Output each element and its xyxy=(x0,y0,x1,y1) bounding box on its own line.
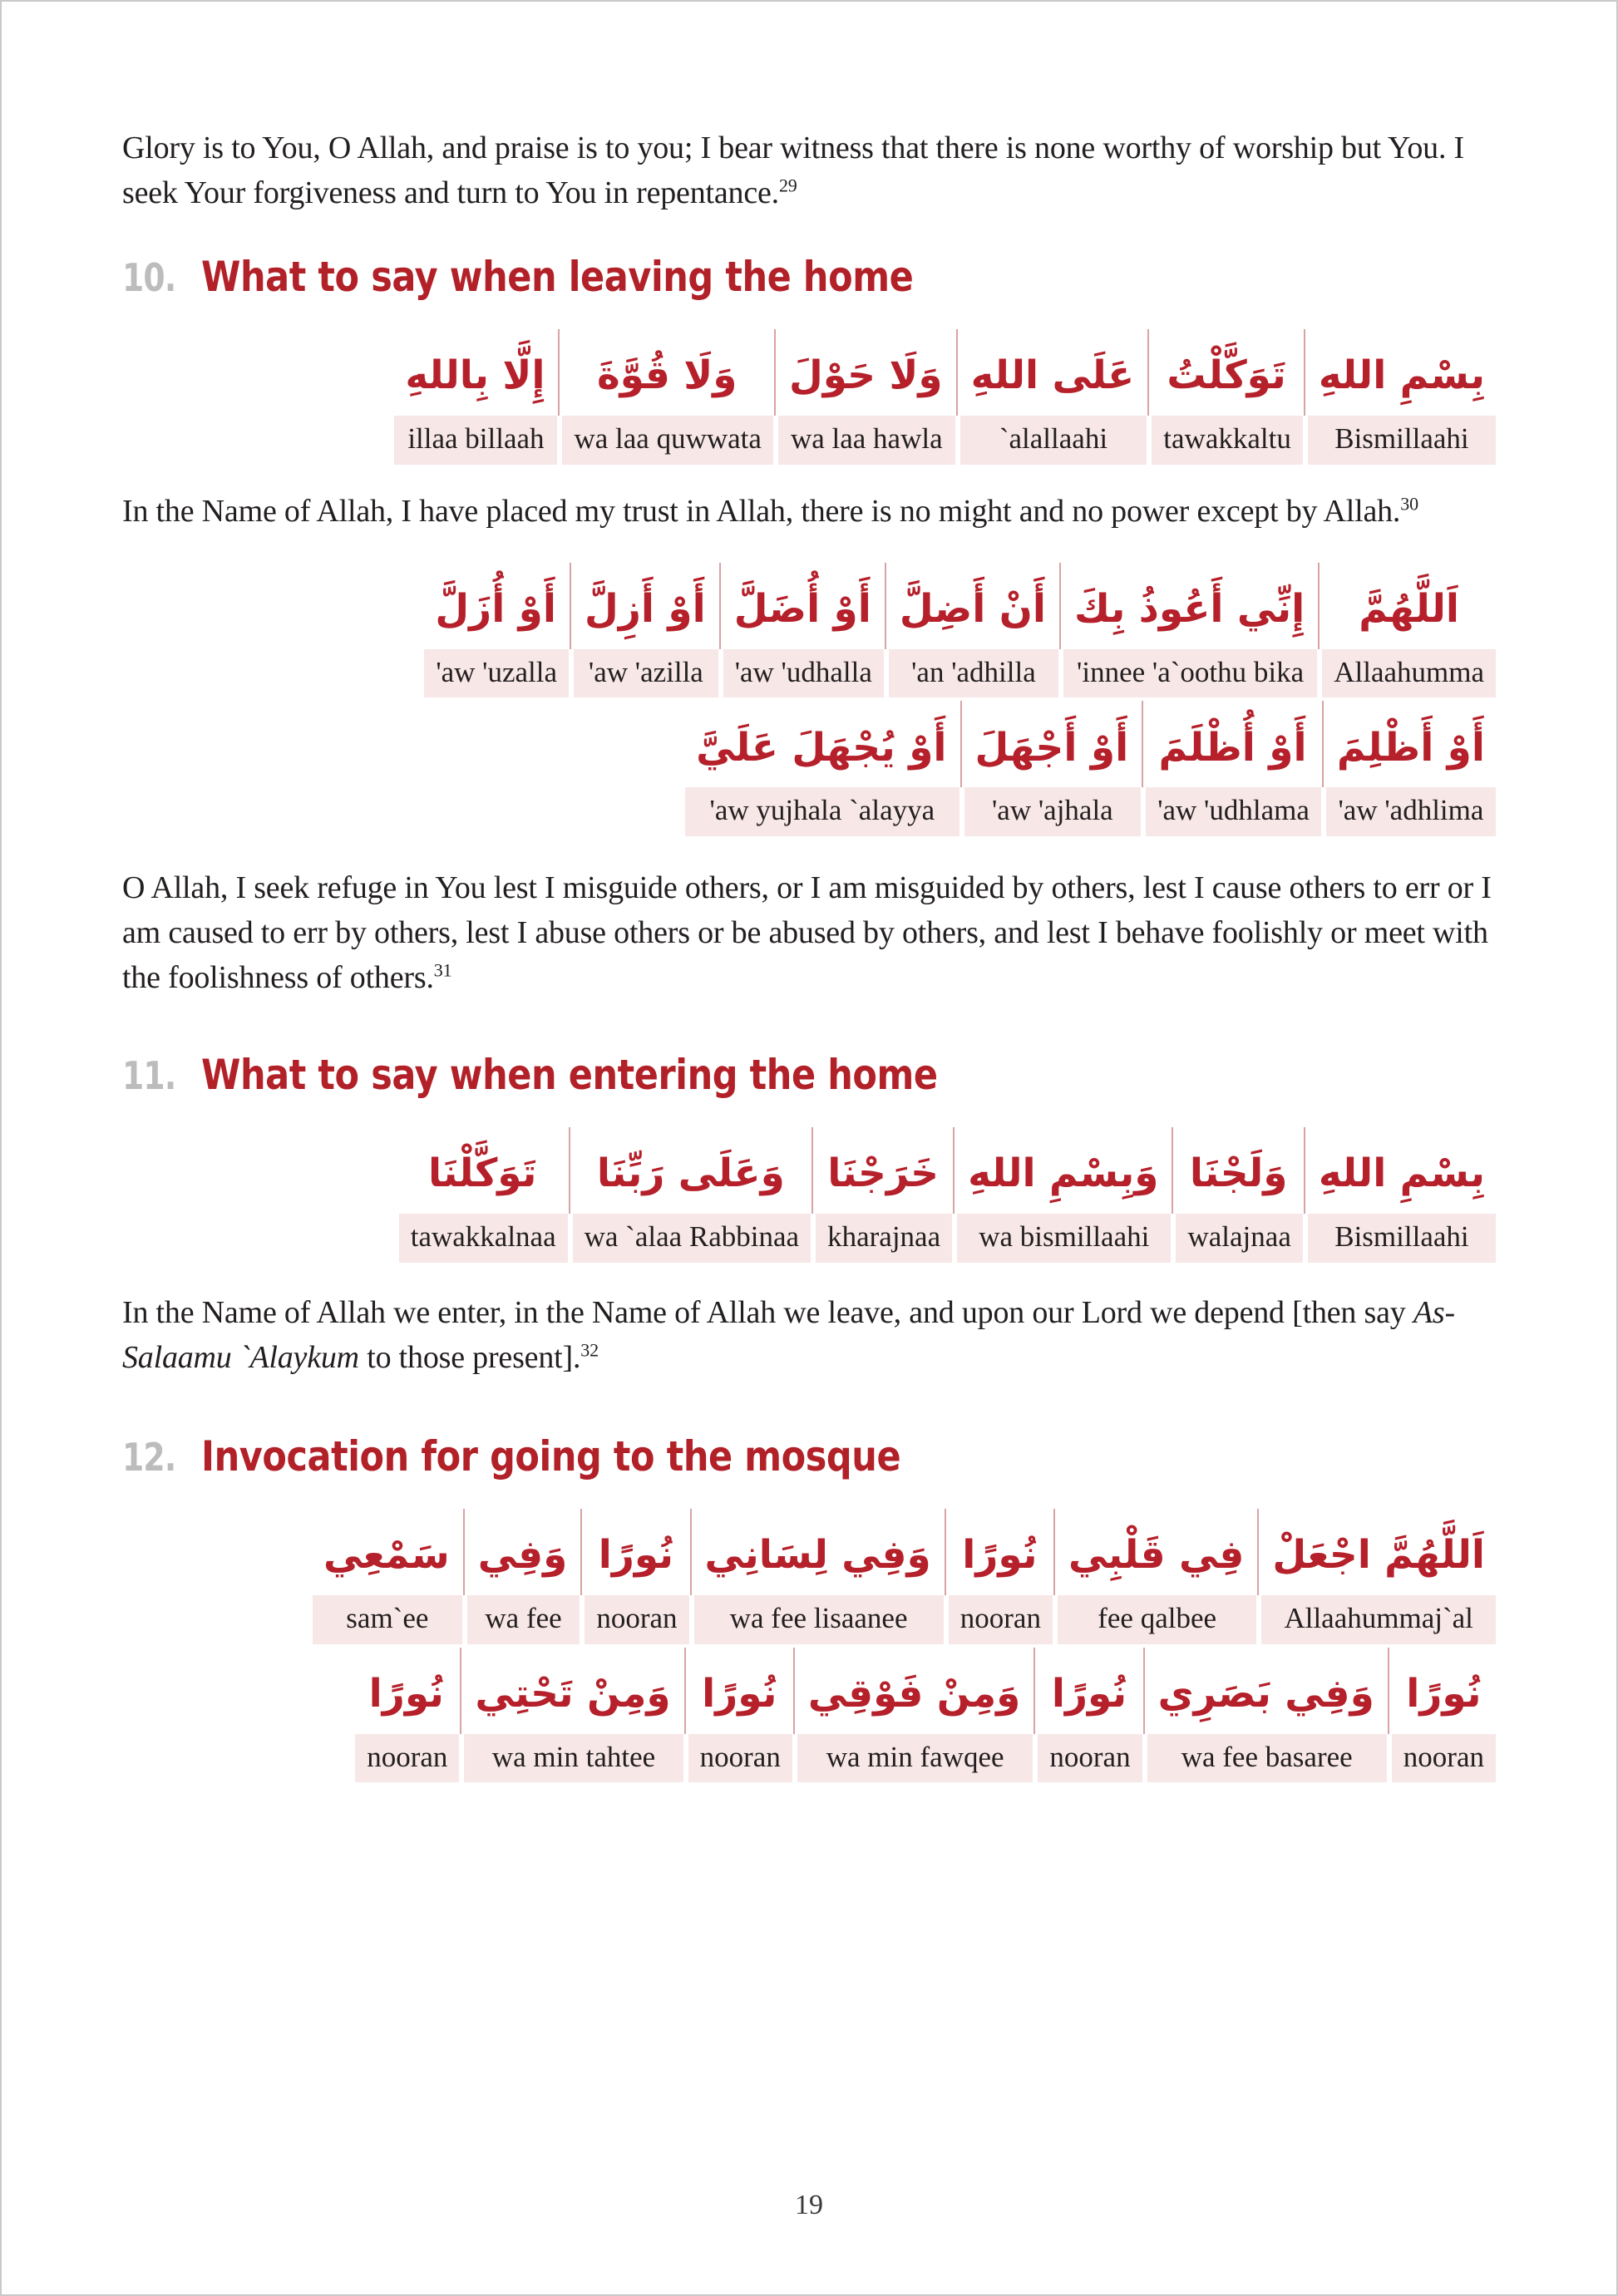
transliteration-text: kharajnaa xyxy=(813,1214,955,1263)
dua-cell xyxy=(776,329,958,465)
dua-cell xyxy=(422,563,571,698)
transliteration-text: wa laa quwwata xyxy=(560,416,775,465)
transliteration-text: 'aw 'azilla xyxy=(571,649,721,698)
section-title-10: What to say when leaving the home xyxy=(200,252,913,301)
dua-cell xyxy=(686,1648,795,1783)
dua-cell xyxy=(813,1127,955,1263)
dua-cell xyxy=(1055,1509,1259,1644)
arabic-text: أَوْ أَجْهَلَ xyxy=(962,701,1144,787)
arabic-text: فِي قَلْبِي xyxy=(1055,1509,1259,1595)
page-number: 19 xyxy=(795,2190,823,2220)
arabic-text: وَفِي xyxy=(465,1509,583,1595)
dua-cell xyxy=(1143,701,1324,836)
dua-cell xyxy=(465,1509,583,1644)
footnote-marker-30: 30 xyxy=(1400,493,1418,515)
dua-cell xyxy=(721,563,886,698)
dua-cell xyxy=(397,1127,570,1263)
arabic-text: وَمِنْ فَوْقِي xyxy=(795,1648,1036,1734)
arabic-text: وَلَجْنَا xyxy=(1173,1127,1305,1214)
dua-cell xyxy=(571,563,721,698)
arabic-text: اَللَّهُمَّ اجْعَلْ xyxy=(1272,1531,1485,1578)
arabic-text: إِنِّي أَعُوذُ بِكَ xyxy=(1061,563,1320,649)
dua-cell xyxy=(310,1509,465,1644)
section-heading-10 xyxy=(122,253,1498,301)
transliteration-text: nooran xyxy=(946,1595,1055,1644)
arabic-text: وَلَا حَوْلَ xyxy=(776,329,958,416)
dua-cell xyxy=(692,1509,946,1644)
arabic-text: تَوَكَّلْنَا xyxy=(397,1127,570,1214)
dua-cell xyxy=(946,1509,1055,1644)
transliteration-text: nooran xyxy=(353,1734,461,1783)
footnote-marker-31: 31 xyxy=(433,959,452,981)
dua-row xyxy=(122,701,1598,836)
translation-line-1: In the Name of Allah, I have placed my trust in Allah, there is no might and no power xyxy=(122,493,1190,529)
arabic-text: أَوْ أَزِلَّ xyxy=(571,563,721,649)
translation-line-1: In the Name of Allah we enter, in the Name of Allah we leave, and upon our Lord we xyxy=(122,1294,1186,1330)
transliteration-text: nooran xyxy=(686,1734,795,1783)
arabic-text: وَلَا قُوَّةَ xyxy=(560,329,775,416)
translation-line-2: cause others to err or I am caused to err by others, lest I abuse others or be abused by xyxy=(122,870,1492,951)
transliteration-text: fee qalbee xyxy=(1055,1595,1259,1644)
dua-row xyxy=(122,1509,1498,1644)
transliteration-text: tawakkalnaa xyxy=(397,1214,570,1263)
transliteration-text: Bismillaahi xyxy=(1305,1214,1498,1263)
translation-10-2 xyxy=(122,866,1498,1001)
section-heading-11 xyxy=(122,1051,1498,1099)
arabic-text: أَوْ أُظْلَمَ xyxy=(1143,701,1324,787)
translation-line-3: others, and lest I behave foolishly or meet with the foolishness of others. xyxy=(122,915,1488,996)
dua-table-12 xyxy=(122,1509,1498,1783)
transliteration-text: 'aw 'udhlama xyxy=(1143,787,1324,836)
dua-cell xyxy=(1035,1648,1144,1783)
arabic-text: وَمِنْ تَحْتِي xyxy=(461,1648,685,1734)
dua-cell xyxy=(1149,329,1305,465)
dua-cell xyxy=(1324,701,1498,836)
section-number-11: 11. xyxy=(122,1053,176,1099)
arabic-text: أَوْ أُضَلَّ xyxy=(721,563,886,649)
footnote-marker-29: 29 xyxy=(778,175,797,196)
dua-row xyxy=(122,329,1498,465)
arabic-text: إِلَّا بِاللهِ xyxy=(392,329,560,416)
arabic-text: بِسْمِ اللهِ xyxy=(1318,1150,1485,1197)
intro-line-1: Glory is to You, O Allah, and praise is to you; I bear witness that there is none worthy of xyxy=(122,131,1226,165)
dua-cell xyxy=(1320,563,1498,698)
transliteration-text: wa min fawqee xyxy=(795,1734,1036,1783)
transliteration-text: 'aw 'adhlima xyxy=(1324,787,1498,836)
transliteration-text: nooran xyxy=(1035,1734,1144,1783)
arabic-text: بِسْمِ اللهِ xyxy=(1318,352,1485,398)
transliteration-text: sam`ee xyxy=(310,1595,465,1644)
arabic-text: أَوْ أُزَلَّ xyxy=(422,563,571,649)
page-content xyxy=(122,126,1498,1807)
arabic-text: أَوْ يُجْهَلَ عَلَيَّ xyxy=(683,701,961,787)
arabic-text: نُورًا xyxy=(686,1648,795,1734)
translation-11 xyxy=(122,1291,1498,1381)
transliteration-text: Bismillaahi xyxy=(1305,416,1498,465)
dua-cell xyxy=(958,329,1150,465)
transliteration-text: Allaahumma xyxy=(1320,649,1498,698)
transliteration-text: 'aw 'ajhala xyxy=(962,787,1144,836)
arabic-text: نُورًا xyxy=(353,1648,461,1734)
dua-row xyxy=(122,563,1498,698)
dua-row xyxy=(122,1127,1498,1263)
intro-line-2: worship but You. I seek Your forgiveness and turn to You in repentance. xyxy=(122,131,1465,210)
dua-cell xyxy=(1389,1648,1498,1783)
dua-cell xyxy=(1145,1648,1389,1783)
transliteration-text: 'aw 'uzalla xyxy=(422,649,571,698)
section-number-12: 12. xyxy=(122,1434,176,1480)
intro-paragraph xyxy=(122,126,1498,216)
arabic-text: سَمْعِي xyxy=(310,1509,465,1595)
dua-cell xyxy=(582,1509,691,1644)
translation-line-1: O Allah, I seek refuge in You lest I misguide others, or I am misguided by others, lest I xyxy=(122,870,1205,906)
translation-line-2-pre: depend [then say xyxy=(1194,1294,1413,1330)
section-heading-12 xyxy=(122,1432,1498,1481)
dua-cell xyxy=(1305,1127,1498,1263)
arabic-text: وَعَلَى رَبِّنَا xyxy=(570,1127,813,1214)
transliteration-text: nooran xyxy=(582,1595,691,1644)
dua-cell xyxy=(570,1127,813,1263)
arabic-text: وَبِسْمِ اللهِ xyxy=(955,1127,1173,1214)
dua-cell xyxy=(560,329,775,465)
arabic-text: اَللَّهُمَّ xyxy=(1359,585,1460,632)
arabic-text: تَوَكَّلْتُ xyxy=(1149,329,1305,416)
arabic-text: نُورًا xyxy=(946,1509,1055,1595)
section-number-10: 10. xyxy=(122,254,176,300)
dua-row xyxy=(122,1648,1498,1783)
dua-cell xyxy=(962,701,1144,836)
arabic-text: أَنْ أَضِلَّ xyxy=(886,563,1061,649)
dua-cell xyxy=(1259,1509,1498,1644)
dua-cell xyxy=(886,563,1061,698)
translation-line-2-italic: As-Salaamu `Alaykum xyxy=(122,1294,1455,1375)
arabic-text: خَرَجْنَا xyxy=(813,1127,955,1214)
footnote-marker-32: 32 xyxy=(580,1339,599,1361)
dua-cell xyxy=(955,1127,1173,1263)
transliteration-text: wa fee lisaanee xyxy=(692,1595,946,1644)
dua-cell xyxy=(1173,1127,1305,1263)
transliteration-text: 'aw 'udhalla xyxy=(721,649,886,698)
section-title-12: Invocation for going to the mosque xyxy=(200,1431,900,1481)
transliteration-text: nooran xyxy=(1389,1734,1498,1783)
transliteration-text: wa bismillaahi xyxy=(955,1214,1173,1263)
transliteration-text: wa `alaa Rabbinaa xyxy=(570,1214,813,1263)
arabic-text: عَلَى اللهِ xyxy=(958,329,1150,416)
dua-cell xyxy=(1305,329,1498,465)
transliteration-text: `alallaahi xyxy=(958,416,1150,465)
translation-10 xyxy=(122,490,1498,535)
transliteration-text: walajnaa xyxy=(1173,1214,1305,1263)
dua-cell xyxy=(683,701,961,836)
dua-cell xyxy=(353,1648,461,1783)
arabic-text: أَوْ أَظْلِمَ xyxy=(1336,724,1485,771)
transliteration-text: Allaahummaj`al xyxy=(1259,1595,1498,1644)
dua-cell xyxy=(1061,563,1320,698)
arabic-text: وَفِي بَصَرِي xyxy=(1145,1648,1389,1734)
dua-table-10-2 xyxy=(122,563,1498,837)
translation-line-2-post: to those present]. xyxy=(358,1339,581,1375)
transliteration-text: wa fee xyxy=(465,1595,583,1644)
arabic-text: نُورًا xyxy=(1035,1648,1144,1734)
transliteration-text: tawakkaltu xyxy=(1149,416,1305,465)
translation-line-2: except by Allah. xyxy=(1196,493,1401,529)
transliteration-text: 'aw yujhala `alayya xyxy=(683,787,961,836)
transliteration-text: wa fee basaree xyxy=(1145,1734,1389,1783)
transliteration-text: 'an 'adhilla xyxy=(886,649,1061,698)
dua-cell xyxy=(392,329,560,465)
arabic-text: نُورًا xyxy=(1406,1670,1482,1717)
arabic-text: وَفِي لِسَانِي xyxy=(692,1509,946,1595)
arabic-text: نُورًا xyxy=(582,1509,691,1595)
transliteration-text: wa min tahtee xyxy=(461,1734,685,1783)
transliteration-text: illaa billaah xyxy=(392,416,560,465)
dua-cell xyxy=(461,1648,685,1783)
dua-cell xyxy=(795,1648,1036,1783)
dua-table-10-1 xyxy=(122,329,1498,465)
transliteration-text: 'innee 'a`oothu bika xyxy=(1061,649,1320,698)
dua-table-11 xyxy=(122,1127,1498,1263)
section-title-11: What to say when entering the home xyxy=(200,1051,938,1100)
transliteration-text: wa laa hawla xyxy=(776,416,958,465)
